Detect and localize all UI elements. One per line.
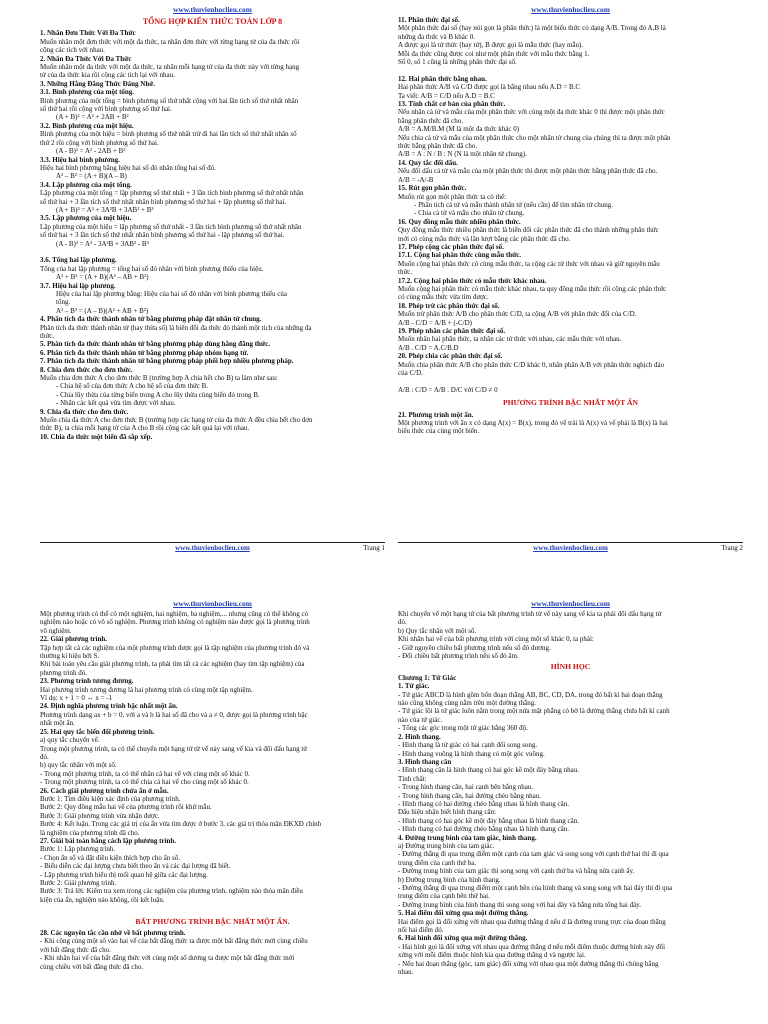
- body-line: - Hình thang là tứ giác có hai cạnh đối song song.: [398, 741, 538, 750]
- section-heading: 17. Phép cộng các phân thức đại số.: [398, 242, 504, 251]
- body-line: A/B = -A/-B: [398, 175, 434, 184]
- body-line: - Trong hình thang cân, hai đường chéo bằng nhau.: [398, 791, 542, 800]
- footer-site-link[interactable]: www.thuvienhoclieu.com: [533, 544, 608, 552]
- body-line: Tính chất:: [398, 774, 427, 783]
- body-line: Bước 2: Giải phương trình.: [40, 879, 117, 887]
- header-site-link[interactable]: www.thuvienhoclieu.com: [531, 600, 610, 608]
- body-line: - Nếu hai đoạn thẳng (góc, tam giác) đối xứng với nhau qua một đường thẳng thì chúng bằng: [398, 959, 659, 968]
- body-line: - Đổi chiều bất phương trình nếu số đó âm.: [398, 652, 519, 661]
- formula-line: (A + B)³ = A³ + 3A²B + 3AB² + B³: [56, 205, 154, 214]
- body-line: A/B = A : N / B : N (N là một nhân tử chung).: [398, 150, 527, 159]
- section-heading: 15. Rút gọn phân thức.: [398, 184, 467, 193]
- page-1-footer: [40, 542, 385, 554]
- body-line: Ví dụ: x + 1 = 0 ⇔ x = -1: [40, 694, 113, 703]
- section-heading: 3.6. Tổng hai lập phương.: [40, 256, 117, 265]
- body-line: Bình phương của một hiệu = bình phương số thứ nhất trừ đi hai lần tích số thứ nhất nhân số: [40, 130, 297, 139]
- section-heading: 3.4. Lập phương của một tổng.: [40, 180, 132, 189]
- body-line: Trong một phương trình, ta có thể chuyển một hạng tử từ vế này sang vế kia và đổi dấu hạng tử: [40, 744, 308, 753]
- body-line: Muốn nhân một đơn thức với một đa thức, ta nhân đơn thức với từng hạng tử của đa thức rồi: [40, 37, 300, 46]
- section-heading: 11. Phân thức đại số.: [398, 16, 460, 24]
- body-line: A/B : C/D = A/B . D/C với C/D ≠ 0: [398, 385, 498, 394]
- section-heading: 3.2. Bình phương của một hiệu.: [40, 121, 134, 130]
- formula-line: - Chia cả tử và mẫu cho nhân tử chung.: [414, 209, 525, 218]
- body-line: A/B - C/D = A/B + (-C/D): [398, 318, 473, 327]
- body-line: thức B), ta chia mỗi hạng tử của A cho B rồi cộng các kết quả lại với nhau.: [40, 424, 250, 433]
- formula-line: - Chia hệ số của đơn thức A cho hệ số của đơn thức B.: [56, 382, 209, 391]
- body-line: trung điểm của cạnh bên thứ hai.: [398, 892, 490, 901]
- body-line: biểu thức của cùng một biến.: [398, 427, 480, 436]
- body-line: Hiệu hai bình phương bằng hiệu hai số đó nhân tổng hai số đó.: [40, 163, 216, 172]
- body-line: vô nghiệm.: [40, 626, 72, 635]
- section-heading: 28. Các nguyên tắc cần nhớ về bất phương trình.: [40, 929, 186, 938]
- body-line: [398, 377, 743, 385]
- body-line: thức.: [40, 332, 55, 341]
- body-line: tử của đa thức kia rồi cộng các tích lại với nhau.: [40, 71, 175, 80]
- body-line: Phương trình dạng ax + b = 0, với a và b là hai số đã cho và a ≠ 0, được gọi là phương trình bậc: [40, 710, 308, 719]
- section-heading: 24. Định nghĩa phương trình bậc nhất một ẩn.: [40, 702, 178, 711]
- body-line: số thứ hai + 3 lần tích số thứ nhất nhân bình phương số thứ hai + lập phương số thứ hai.: [40, 197, 287, 206]
- section-heading: 3.7. Hiệu hai lập phương.: [40, 281, 116, 290]
- body-line: thường kí hiệu bởi S.: [40, 652, 100, 661]
- body-line: Phân tích đa thức thành nhân tử (hay thừa số) là biến đổi đa thức đó thành một tích của những đa: [40, 323, 312, 332]
- body-line: Nếu chia cả tử và mẫu của một phân thức cho một nhân tử chung của chúng thì ta được một phân: [398, 133, 671, 142]
- body-line: nào của tứ giác.: [398, 715, 443, 724]
- body-line: kiện của ẩn, nghiệm nào không, rồi kết luận.: [40, 895, 165, 904]
- section-heading: 1. Tứ giác.: [398, 682, 430, 691]
- body-line: - Đường thẳng đi qua trung điểm một cạnh của tam giác và song song với cạnh thứ hai thì đi qua: [398, 850, 669, 859]
- body-line: bằng phân thức đã cho.: [398, 116, 464, 125]
- formula-line: A² – B² = (A + B)(A – B): [56, 172, 127, 181]
- section-heading: 3.5. Lập phương của một hiệu.: [40, 214, 132, 223]
- body-line: Khi nhân hai vế của bất phương trình với cùng một số khác 0, ta phải:: [398, 635, 594, 644]
- section-heading: 4. Đường trung bình của tam giác, hình thang.: [398, 833, 537, 842]
- section-heading: 6. Phân tích đa thức thành nhân tử bằng phương pháp nhóm hạng tử.: [40, 348, 249, 357]
- formula-line: - Nhân các kết quả vừa tìm được với nhau.: [56, 399, 176, 408]
- section-heading: 7. Phân tích đa thức thành nhân tử bằng phương pháp phối hợp nhiều phương pháp.: [40, 357, 294, 366]
- body-line: - Tổng các góc trong một tứ giác bằng 360 độ.: [398, 724, 528, 733]
- body-line: - Chọn ẩn số và đặt điều kiện thích hợp cho ẩn số.: [40, 853, 180, 862]
- formula-line: (A + B)² = A² + 2AB + B²: [56, 113, 129, 122]
- body-line: nhau.: [398, 968, 414, 977]
- chapter-heading: BẤT PHƯƠNG TRÌNH BẬC NHẤT MỘT ẨN.: [135, 916, 290, 926]
- body-line: số thứ hai + 3 lần tích số thứ nhất nhân bình phương số thứ hai - lập phương số thứ hai.: [40, 231, 285, 240]
- section-heading: 3. Những Hằng Đẳng Thức Đáng Nhớ.: [40, 79, 155, 88]
- body-line: Tập hợp tất cả các nghiệm của một phương trình được gọi là tập nghiệm của phương trình đó và: [40, 643, 310, 652]
- body-line: có cùng mẫu thức vừa tìm được.: [398, 293, 489, 302]
- document-title: TỔNG HỢP KIẾN THỨC TOÁN LỚP 8: [142, 17, 283, 26]
- page-3: [40, 600, 385, 1024]
- body-line: thứ 2 rồi cộng với bình phương số thứ hai.: [40, 138, 159, 147]
- body-line: Tổng của hai lập phương = tổng hai số đó nhân với bình phương thiếu của hiệu.: [40, 264, 264, 273]
- section-heading: 3.1. Bình phương của một tổng.: [40, 88, 135, 97]
- body-line: Nếu đổi dấu cả tử và mẫu của một phân thức thì được một phân thức bằng phân thức đã cho.: [398, 167, 658, 176]
- body-line: nghiệm nào hoặc có vô số nghiệm. Phương trình không có nghiệm nào được gọi là phương trình: [40, 618, 310, 627]
- header-site-link[interactable]: www.thuvienhoclieu.com: [173, 600, 252, 608]
- body-line: Muốn nhân hai phân thức, ta nhân các tử thức với nhau, các mẫu thức với nhau.: [398, 335, 622, 344]
- page-2-footer: [398, 542, 743, 554]
- body-line: Một phân thức đại số (hay nói gọn là phân thức) là một biểu thức có dạng A/B. Trong đó A,B là: [398, 24, 666, 33]
- body-line: Khi chuyển vế một hạng tử của bất phương trình từ vế này sang vế kia ta phải đổi dấu hạng tử: [398, 610, 662, 618]
- body-line: b) Đường trung bình của hình thang.: [398, 875, 501, 884]
- body-line: Hai phương trình tương đương là hai phương trình có cùng một tập nghiệm.: [40, 685, 253, 694]
- body-line: Muốn chia đa thức A cho đơn thức B (trường hợp các hạng tử của đa thức A đều chia hết cho đơn: [40, 416, 313, 425]
- section-heading: 25. Hai quy tắc biến đổi phương trình.: [40, 727, 155, 736]
- body-line: với bất đẳng thức đã cho.: [40, 945, 111, 954]
- section-heading: Chương 1: Tứ Giác: [398, 673, 457, 682]
- body-line: a) quy tắc chuyển vế.: [40, 736, 100, 745]
- formula-line: (A - B)³ = A³ - 3A²B + 3AB² - B³: [56, 239, 149, 248]
- body-line: - Hình thang cân là hình thang có hai góc kề một đáy bằng nhau.: [398, 766, 579, 775]
- body-line: Hai phân thức A/B và C/D được gọi là bằng nhau nếu A.D = B.C: [398, 83, 581, 92]
- section-heading: 17.1. Cộng hai phân thức cùng mẫu thức.: [398, 251, 522, 260]
- page-2-body: [398, 16, 743, 436]
- body-line: Một phương trình với ẩn x có dạng A(x) = B(x), trong đó vế trái là A(x) và vế phải là B(x) là hai: [398, 419, 668, 428]
- section-heading: 10. Chia đa thức một biến đã sắp xếp.: [40, 432, 153, 441]
- section-heading: 5. Phân tích đa thức thành nhân tử bằng phương pháp dùng hằng đẳng thức.: [40, 340, 270, 349]
- body-line: Một phương trình có thể có một nghiệm, hai nghiệm, ba nghiệm,... nhưng cũng có thể không có: [40, 610, 309, 618]
- header-site-link[interactable]: www.thuvienhoclieu.com: [531, 6, 610, 14]
- formula-line: (A - B)² = A² - 2AB + B²: [56, 147, 126, 156]
- page-4-body: [398, 610, 743, 976]
- body-line: số thứ hai rồi cộng với bình phương số thứ hai.: [40, 105, 172, 114]
- body-line: b) quy tắc nhân với một số.: [40, 761, 117, 770]
- body-line: Bước 3: Giải phương trình vừa nhận được.: [40, 811, 160, 820]
- section-heading: 13. Tính chất cơ bản của phân thức.: [398, 100, 506, 109]
- section-heading: 4. Phân tích đa thức thành nhân tử bằng phương pháp đặt nhân tử chung.: [40, 315, 262, 324]
- body-line: Muốn cộng hai phân thức có cùng mẫu thức, ta cộng các tử thức với nhau và giữ nguyên mẫu: [398, 259, 660, 268]
- body-line: của C/D.: [398, 369, 423, 378]
- section-heading: 17.2. Cộng hai phân thức có mẫu thức khác nhau.: [398, 276, 547, 285]
- formula-line: - Phân tích cả tử và mẫu thành nhân tử (nếu cần) để tìm nhân tử chung.: [414, 200, 613, 209]
- header-site-link[interactable]: www.thuvienhoclieu.com: [173, 6, 252, 14]
- body-line: Muốn rút gọn một phân thức ta có thể:: [398, 192, 506, 201]
- body-line: [40, 904, 385, 912]
- body-line: - Hình thang có hai góc kề một đáy bằng nhau là hình thang cân.: [398, 816, 579, 825]
- body-line: - Hình thang có hai đường chéo bằng nhau là hình thang cân.: [398, 799, 569, 808]
- body-line: Bình phương của một tổng = bình phương số thứ nhất cộng với hai lần tích số thứ nhất nhân: [40, 96, 299, 105]
- body-line: - Lập phương trình biểu thị mối quan hệ giữa các đại lượng.: [40, 870, 208, 879]
- body-line: Muốn nhân một đa thức với một đa thức, ta nhân mỗi hạng tử của đa thức này với từng hạng: [40, 63, 300, 72]
- body-line: Dấu hiệu nhận biết hình thang cân:: [398, 808, 496, 817]
- body-line: - Trong một phương trình, ta có thể chia cả hai vế cho cùng một số khác 0.: [40, 778, 249, 787]
- body-line: - Hình thang vuông là hình thang có một góc vuông.: [398, 749, 545, 758]
- body-line: - Khi cộng cùng một số vào hai vế của bất đẳng thức ta được một bất đẳng thức mới cùng chiều: [40, 937, 308, 946]
- body-line: Bước 4: Kết luận. Trong các giá trị của ẩn vừa tìm được ở bước 3, các giá trị thỏa mãn ĐKXĐ chính: [40, 820, 322, 829]
- formula-line: tổng.: [56, 298, 71, 307]
- body-line: Bước 2: Quy đồng mẫu hai vế của phương trình rồi khử mẫu.: [40, 803, 212, 812]
- body-line: - Tứ giác ABCD là hình gồm bốn đoạn thẳng AB, BC, CD, DA, trong đó bất kì hai đoạn thẳng: [398, 690, 663, 699]
- body-line: A/B . C/D = A.C/B.D: [398, 343, 459, 352]
- body-line: nhất một ẩn.: [40, 719, 75, 728]
- formula-line: Hiệu của hai lập phương bằng: Hiệu của hai số đó nhân với bình phương thiếu của: [56, 289, 287, 298]
- section-heading: 20. Phép chia các phân thức đại số.: [398, 352, 503, 361]
- body-line: Khi bài toán yêu cầu giải phương trình, ta phải tìm tất cả các nghiệm (hay tìm tập nghiệm) của: [40, 660, 305, 669]
- page-3-body: [40, 610, 385, 971]
- section-heading: 19. Phép nhân các phân thức đại số.: [398, 327, 506, 336]
- body-line: - Đường trung bình của tam giác thì song song với cạnh thứ ba và bằng nửa cạnh ấy.: [398, 867, 635, 876]
- section-heading: 1. Nhân Đơn Thức Với Đa Thức: [40, 29, 136, 38]
- body-line: Số 0, số 1 cũng là những phân thức đại số.: [398, 58, 517, 67]
- section-heading: 8. Chia đơn thức cho đơn thức.: [40, 365, 133, 374]
- body-line: [40, 248, 385, 256]
- formula-line: A³ – B³ = (A – B)(A² + AB + B²): [56, 306, 149, 315]
- body-line: những đa thức và B khác 0.: [398, 32, 475, 41]
- section-heading: 6. Hai hình đối xứng qua một đường thẳng.: [398, 934, 528, 943]
- body-line: b) Quy tắc nhân với một số.: [398, 626, 477, 635]
- body-line: - Hai hình gọi là đối xứng với nhau qua đường thẳng d nếu mỗi điểm thuộc đường hình này đối: [398, 942, 666, 951]
- body-line: - Giữ nguyên chiều bất phương trình nếu số đó dương.: [398, 643, 551, 652]
- body-line: là nghiệm của phương trình đã cho.: [40, 828, 140, 837]
- section-heading: 21. Phương trình một ẩn.: [398, 410, 474, 419]
- body-line: A được gọi là tử thức (hay tử), B được gọi là mẫu thức (hay mẫu).: [398, 41, 584, 50]
- body-line: Nếu nhân cả tử và mẫu của một phân thức với cùng một đa thức khác 0 thì được một phân thức: [398, 108, 665, 117]
- page-1: [40, 6, 385, 554]
- body-line: - Trong một phương trình, ta có thể nhân cả hai vế với cùng một số khác 0.: [40, 769, 250, 778]
- body-line: Muốn cộng hai phân thức có mẫu thức khác nhau, ta quy đồng mẫu thức rồi cộng các phân thức: [398, 284, 667, 293]
- body-line: Quy đồng mẫu thức nhiều phân thức là biến đổi các phân thức đã cho thành những phân thức: [398, 226, 659, 235]
- body-line: [398, 66, 743, 74]
- body-line: - Biểu diễn các đại lượng chưa biết theo ẩn và các đại lượng đã biết.: [40, 862, 231, 871]
- body-line: - Tứ giác lồi là tứ giác luôn nằm trong một nửa mặt phẳng có bờ là đường thẳng chứa bất kì cạnh: [398, 707, 670, 716]
- section-heading: 23. Phương trình tương đương.: [40, 677, 134, 686]
- body-line: - Đường trung bình của hình thang thì song song với hai đáy và bằng nửa tổng hai đáy.: [398, 900, 641, 909]
- body-line: A/B = A.M/B.M (M là một đa thức khác 0): [398, 125, 520, 134]
- section-heading: 2. Nhân Đa Thức Với Đa Thức: [40, 54, 132, 63]
- body-line: xứng với mỗi điểm thuộc hình kia qua đường thẳng d và ngược lại.: [398, 951, 586, 960]
- body-line: đó.: [398, 618, 407, 627]
- page-number: Trang 2: [721, 544, 743, 552]
- body-line: trung điểm của cạnh thứ ba.: [398, 858, 477, 867]
- body-line: Muốn chia phân thức A/B cho phân thức C/D khác 0, nhân phân A/B với phân thức nghịch đảo: [398, 360, 665, 369]
- section-heading: 3. Hình thang cân: [398, 757, 452, 766]
- page-2: [398, 6, 743, 554]
- body-line: Bước 3: Trả lời: Kiểm tra xem trong các nghiệm của phương trình, nghiệm nào thỏa mãn điều: [40, 887, 303, 896]
- page-number: Trang 1: [363, 544, 385, 552]
- section-heading: 5. Hai điểm đối xứng qua một đường thẳng.: [398, 909, 529, 918]
- body-line: Bước 1: Tìm điều kiện xác định của phương trình.: [40, 794, 181, 803]
- body-line: mới có cùng mẫu thức và lần lượt bằng các phân thức đã cho.: [398, 234, 571, 243]
- body-line: cùng chiều với bất đẳng thức đã cho.: [40, 962, 144, 971]
- body-line: Bước 1: Lập phương trình.: [40, 845, 116, 854]
- body-line: cộng các tích với nhau.: [40, 46, 105, 55]
- body-line: thức bằng phân thức đã cho.: [398, 142, 478, 151]
- body-line: đó.: [40, 752, 49, 761]
- body-line: Lập phương của một hiệu = lập phương số thứ nhất - 3 lần tích bình phương số thứ nhất nhân: [40, 222, 302, 231]
- body-line: phương trình đó.: [40, 668, 87, 677]
- formula-line: - Chia lũy thừa của từng biến trong A cho lũy thừa cùng biến đó trong B.: [56, 390, 260, 399]
- body-line: Hai điểm gọi là đối xứng với nhau qua đường thẳng d nếu d là đường trung trực của đoạn thẳng: [398, 917, 666, 926]
- body-line: - Đường thẳng đi qua trung điểm một cạnh bên của hình thang và song song với hai đáy thì đi qua: [398, 884, 673, 892]
- section-heading: 18. Phép trừ các phân thức đại số.: [398, 301, 500, 310]
- footer-site-link[interactable]: www.thuvienhoclieu.com: [175, 544, 250, 552]
- body-line: Ta viết: A/B = C/D nếu A.D = B.C: [398, 91, 495, 100]
- body-line: Muốn trừ phân thức A/B cho phân thức C/D, ta cộng A/B với phân thức đối của C/D.: [398, 310, 637, 319]
- section-heading: 12. Hai phân thức bằng nhau.: [398, 74, 487, 83]
- section-heading: 2. Hình thang.: [398, 732, 441, 741]
- body-line: - Trong hình thang cân, hai cạnh bên bằng nhau.: [398, 783, 534, 792]
- body-line: a) Đường trung bình của tam giác.: [398, 841, 495, 850]
- body-line: - Khi nhân hai vế của bất đẳng thức với cùng một số dương ta được một bất đẳng thức mới: [40, 954, 295, 963]
- section-heading: 14. Quy tắc đổi dấu.: [398, 158, 458, 167]
- body-line: nối hai điểm đó.: [398, 926, 444, 935]
- chapter-heading: HÌNH HỌC: [550, 662, 591, 672]
- section-heading: 3.3. Hiệu hai bình phương.: [40, 155, 120, 164]
- section-heading: 26. Cách giải phương trình chứa ẩn ở mẫu.: [40, 786, 169, 795]
- body-line: thức.: [398, 268, 413, 277]
- chapter-heading: PHƯƠNG TRÌNH BẬC NHẤT MỘT ẨN: [503, 398, 638, 408]
- page-1-body: [40, 29, 385, 441]
- body-line: Mỗi đa thức cũng được coi như một phân thức với mẫu thức bằng 1.: [398, 49, 590, 58]
- section-heading: 16. Quy đồng mẫu thức nhiều phân thức.: [398, 217, 521, 226]
- section-heading: 27. Giải bài toán bằng cách lập phương trình.: [40, 836, 177, 845]
- formula-line: A³ + B³ = (A + B)(A² – AB + B²): [56, 273, 149, 282]
- section-heading: 9. Chia đa thức cho đơn thức.: [40, 407, 129, 416]
- body-line: nào cũng không cùng nằm trên một đường thẳng.: [398, 699, 536, 708]
- page-4: [398, 600, 743, 1024]
- body-line: Muốn chia đơn thức A cho đơn thức B (trường hợp A chia hết cho B) ta làm như sau:: [40, 374, 278, 383]
- body-line: Lập phương của một tổng = lập phương số thứ nhất + 3 lần tích bình phương số thứ nhất nhân: [40, 189, 304, 198]
- section-heading: 22. Giải phương trình.: [40, 635, 108, 644]
- body-line: - Hình thang có hai đường chéo bằng nhau là hình thang cân.: [398, 825, 569, 834]
